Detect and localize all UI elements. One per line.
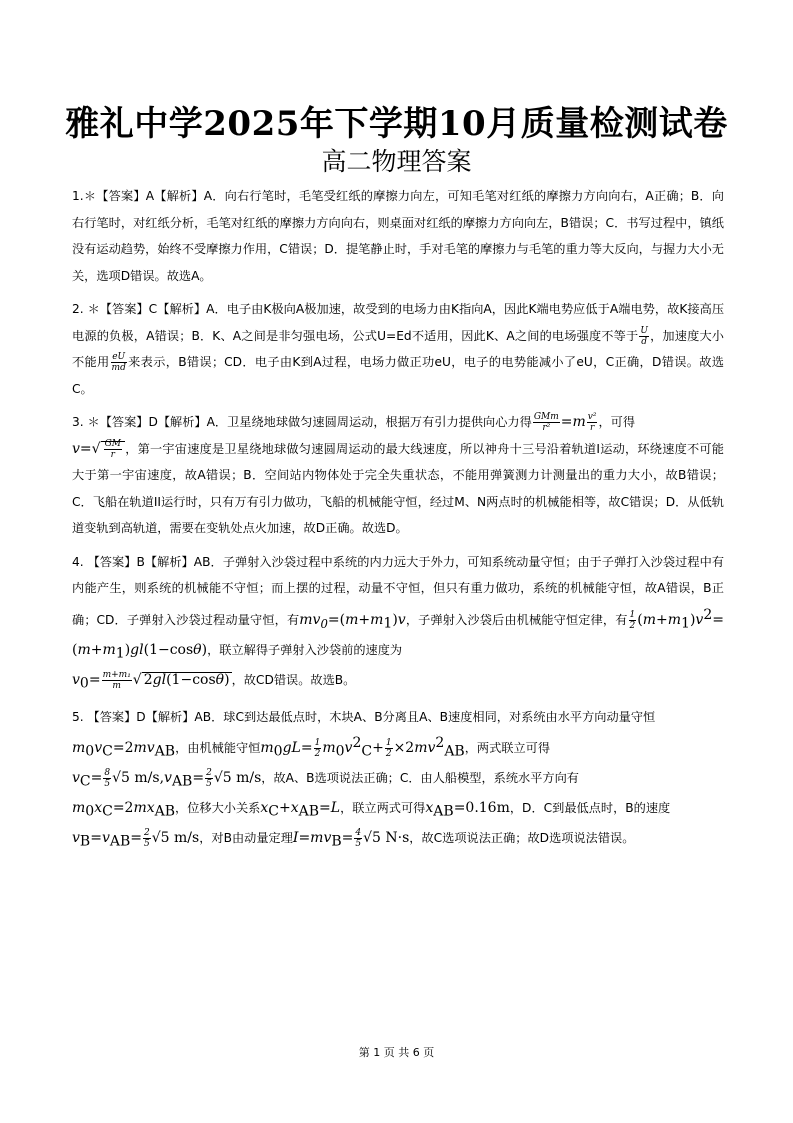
answer-text: 【答案】D【解析】AB．球C到达最低点时，木块A、B分离且A、B速度相同，对系统由水平方向动量守恒: [87, 709, 656, 724]
answer-text: ，位移大小关系: [175, 801, 261, 816]
formula-v-equals: v: [72, 440, 80, 457]
answer-text: ，对B由动量定理: [199, 831, 293, 846]
answer-text: ，两式联立可得: [464, 741, 551, 756]
answer-number: 4.: [72, 554, 84, 569]
answer-text: ，故A、B选项说法正确；C．由人船模型，系统水平方向有: [261, 771, 579, 786]
formula-displacement: m: [72, 800, 86, 817]
answer-text: ，由机械能守恒: [175, 741, 261, 756]
answer-item-5: 5. 【答案】D【解析】AB．球C到达最低点时，木块A、B分离且A、B速度相同，对系统由水平方向动量守恒 $m_0v_C=2mv_{AB}$，由机械能守恒$m_0gL=$ $\frac{1}{2}$ $m_0v^2_C+$ $\frac{1}{2}$ $\times 2mv^2_{AB}$，两式联立可得 $v_C=$ $\frac{8}{5}$ √5 $m/s,v_{AB}=$ $\frac{2}{5}$ √5 m/s，故A、B选项说法正确；C．由人船模型，系统水平方向有 $m_0x_C=2mx_{AB}$，位移大小关系$x_C+x_{AB}=L$，联立两式可得$x_{AB}=0.16m$，D．C到最低点时，B的速度 $v_B=v_{AB}=$ $\frac{2}{5}$ √5 m/s，对B由动量定理$I=mv_B=$ $\frac{4}{5}$ √5 N·s，故C选项说法正确；故D选项说法错误。: [72, 709, 671, 850]
answer-item-3: 3. ＊【答案】D【解析】A．卫星绕地球做匀速圆周运动，根据万有引力提供向心力得 $\frac{\text{GMm}}{\text{r²}}$ =m $\frac{\text{v²}}{r}$ ，可得 v=√ $\frac{GM}{r}$ ，第一宇宙速度是卫星绕地球做匀速圆周运动的最大线速度，所以神舟十三号沿着轨道Ⅰ运动，环绕速度不可能大于第一宇宙速度，故A错误；B．空间站内物体处于完全失重状态，不能用弹簧测力计测量出的重力大小，故B错误；C．飞船在轨道II运行时，只有万有引力做功，飞船的机械能守恒，经过M、N两点时的机械能相等，故C错误；D．从低轨道变轨到高轨道，需要在变轨处点火加速，故D正确。故选D。: [72, 412, 724, 535]
formula-gm-over-r: $\frac{GM}{r}$: [104, 438, 121, 460]
page-title: 雅礼中学2025年下学期10月质量检测试卷: [65, 104, 728, 144]
answer-text: 来表示，B错误；CD．电子由K到A过程，电场力做正功eU，电子的电势能减小了eU，C正确，D错误。故选C。: [72, 355, 724, 396]
answer-number: 5.: [72, 709, 84, 724]
answer-item-1: [72, 183, 724, 289]
answer-text: ，子弹射入沙袋后由机械能守恒定律，有: [405, 612, 628, 627]
answer-number: 3.: [72, 415, 84, 429]
answer-text: ，D．C到最低点时，B的速度: [509, 801, 671, 816]
answer-number: 2.: [72, 302, 84, 316]
answer-item-2: [72, 296, 724, 402]
answers-list: [72, 183, 724, 862]
formula-m-plus-m1-over-m: $\frac{\text{m+m₁}}{m}$: [102, 669, 131, 691]
answer-text: ，联立解得子弹射入沙袋前的速度为: [207, 642, 403, 657]
formula-vc: v: [72, 770, 80, 787]
answer-text: ，联立两式可得: [340, 801, 426, 816]
answer-text: ，加速度大小不能用: [72, 328, 724, 369]
formula-momentum-c: m: [72, 740, 86, 757]
formula-u-over-d: $\frac{U}{d}$: [640, 325, 648, 347]
formula-v2-over-r: $\frac{\text{v²}}{r}$: [587, 412, 597, 433]
answer-text: 【答案】B【解析】AB．子弹射入沙袋过程中系统的内力远大于外力，可知系统动量守恒；由于子弹打入沙袋过程中有内能产生，则系统的机械能不守恒；而上摆的过程，动量不守恒，但只有重力做功，系统的机械能守恒，故A错误，B正确；CD．子弹射入沙袋过程动量守恒，有: [72, 554, 725, 627]
formula-gmm-over-r2: $\frac{\text{GMm}}{\text{r²}}$: [533, 412, 559, 433]
answer-text: ＊【答案】A【解析】A．向右行笔时，毛笔受红纸的摩擦力向左，可知毛笔对红纸的摩擦力方向向右，A正确；B．向右行笔时，对红纸分析，毛笔对红纸的摩擦力方向向右，则桌面对红纸的摩擦力方向向左，B错误；C．书写过程中，镇纸没有运动趋势，始终不受摩擦力作用，C错误；D．提笔静止时，手对毛笔的摩擦力与毛笔的重力等大反向，与握力大小无关，选项D错误。故选A。: [72, 189, 724, 283]
answer-text: ＊【答案】C【解析】A．电子由K极向A极加速，故受到的电场力由K指向A，因此K端电势应低于A端电势，故K接高压电源的负极，A错误；B．K、A之间是非匀强电场，公式U=Ed不适用，因此K、A之间的电场强度不等于: [72, 302, 725, 343]
answer-number: 1.: [72, 189, 84, 203]
formula-half: $\frac{1}{2}$: [629, 609, 636, 631]
formula-v0: v: [72, 671, 80, 688]
answer-text: ，可得: [598, 415, 636, 429]
formula-energy: m: [260, 740, 274, 757]
answer-text: ＊【答案】D【解析】A．卫星绕地球做匀速圆周运动，根据万有引力提供向心力得: [87, 415, 532, 429]
answer-item-4: 4. 【答案】B【解析】AB．子弹射入沙袋过程中系统的内力远大于外力，可知系统动量守恒；由于子弹打入沙袋过程中有内能产生，则系统的机械能不守恒；而上摆的过程，动量不守恒，但只有重力做功，系统的机械能守恒，故A错误，B正确；CD．子弹射入沙袋过程动量守恒，有$mv_0=(m+m_1)v$，子弹射入沙袋后由机械能守恒定律，有 $\frac{1}{2}$ $(m+m_1)v^2=(m+m_1)gl(1-\cos\theta)$，联立解得子弹射入沙袋前的速度为 $v_0=$ $\frac{\text{m+m₁}}{m}$ √ 2gl(1−cosθ) ，故CD错误。故选B。: [72, 554, 725, 692]
page-subtitle: 高二物理答案: [321, 147, 472, 176]
answer-text: ，故C选项说法正确；故D选项说法错误。: [409, 831, 635, 846]
formula-momentum: $mv_0$: [299, 611, 328, 631]
formula-eu-over-md: $\frac{eU}{md}$: [111, 352, 126, 373]
answer-text: ，第一宇宙速度是卫星绕地球做匀速圆周运动的最大线速度，所以神舟十三号沿着轨道Ⅰ运动，环绕速度不可能大于第一宇宙速度，故A错误；B．空间站内物体处于完全失重状态，不能用弹簧测力计测量出的重力大小，故B错误；C．飞船在轨道II运行时，只有万有引力做功，飞船的机械能守恒，经过M、N两点时的机械能相等，故C错误；D．从低轨道变轨到高轨道，需要在变轨处点火加速，故D正确。故选D。: [72, 441, 724, 535]
formula-vb: v: [72, 830, 80, 847]
answer-text: ，故CD错误。故选B。: [231, 672, 356, 687]
page-footer: 第 1 页 共 6 页: [358, 1046, 435, 1059]
